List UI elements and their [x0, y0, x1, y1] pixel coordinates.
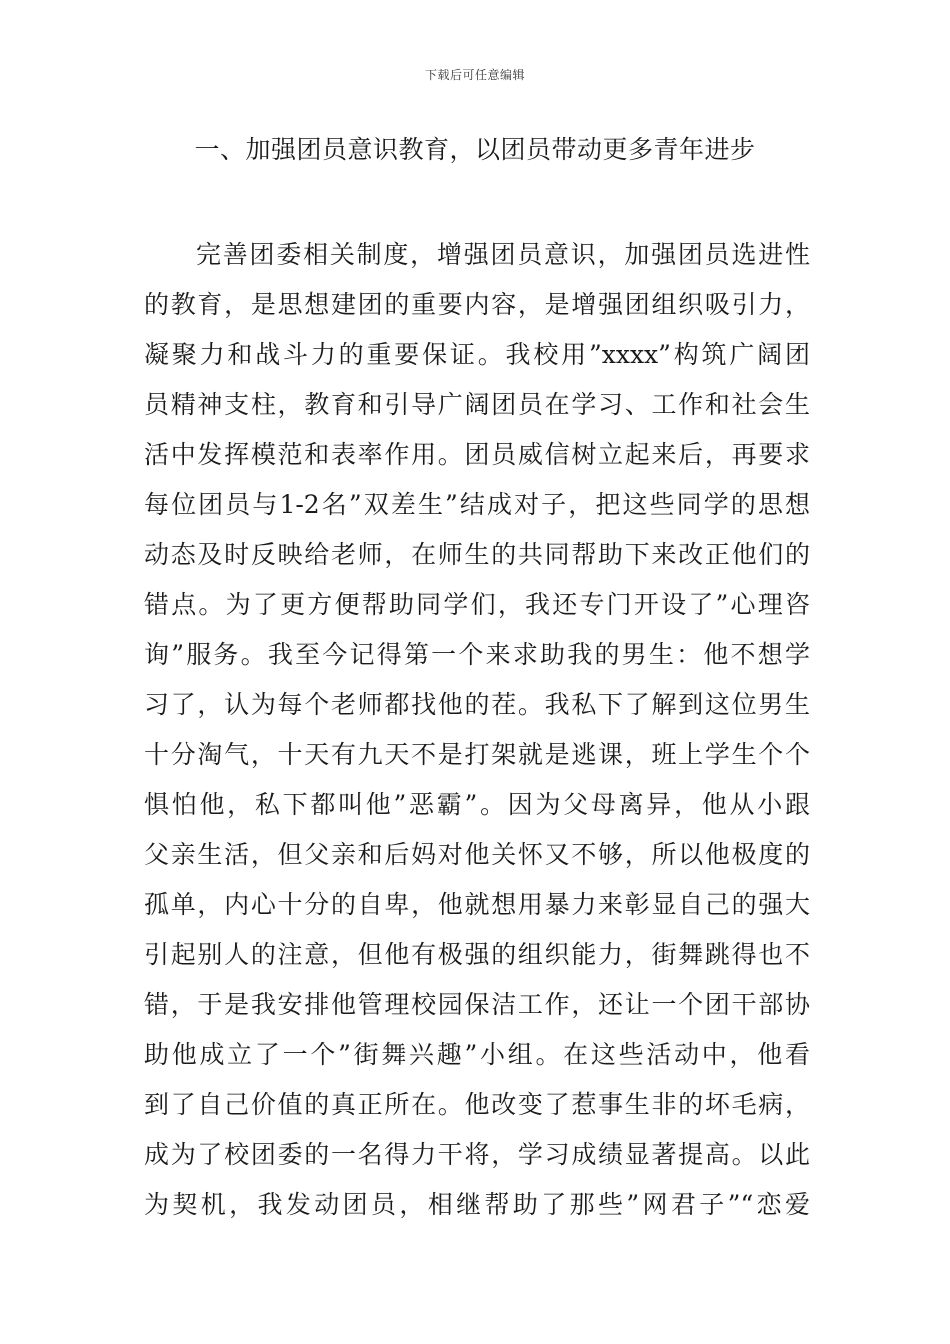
paragraph-line: 员精神支柱，教育和引导广阔团员在学习、工作和社会生: [144, 390, 810, 419]
paragraph-line: 习了，认为每个老师都找他的茬。我私下了解到这位男生: [144, 690, 810, 719]
paragraph-line: 助他成立了一个”街舞兴趣”小组。在这些活动中，他看: [144, 1040, 810, 1069]
paragraph-line: 完善团委相关制度，增强团员意识，加强团员选进性: [196, 240, 810, 269]
paragraph-line: 十分淘气，十天有九天不是打架就是逃课，班上学生个个: [144, 740, 810, 769]
paragraph-line: 的教育，是思想建团的重要内容，是增强团组织吸引力，: [144, 290, 810, 319]
paragraph-line: 惧怕他，私下都叫他”恶霸”。因为父母离异，他从小跟: [144, 790, 810, 819]
paragraph-line: 孤单，内心十分的自卑，他就想用暴力来彰显自己的强大: [144, 890, 810, 919]
paragraph-line: 每位团员与1-2名”双差生”结成对子，把这些同学的思想: [144, 490, 810, 519]
paragraph-line: 凝聚力和战斗力的重要保证。我校用”xxxx”构筑广阔团: [144, 340, 810, 369]
paragraph-line: 为契机，我发动团员，相继帮助了那些”网君子”“恋爱: [144, 1190, 810, 1219]
header-note: 下载后可任意编辑: [424, 68, 525, 82]
body-paragraph: [144, 230, 810, 1230]
section-heading: 一、加强团员意识教育，以团员带动更多青年进步: [194, 135, 756, 164]
paragraph-line: 引起别人的注意，但他有极强的组织能力，街舞跳得也不: [144, 940, 810, 969]
paragraph-line: 错点。为了更方便帮助同学们，我还专门开设了”心理咨: [144, 590, 810, 619]
paragraph-line: 活中发挥模范和表率作用。团员威信树立起来后，再要求: [144, 440, 810, 469]
paragraph-line: 父亲生活，但父亲和后妈对他关怀又不够，所以他极度的: [144, 840, 810, 869]
paragraph-line: 错，于是我安排他管理校园保洁工作，还让一个团干部协: [144, 990, 810, 1019]
paragraph-line: 询”服务。我至今记得第一个来求助我的男生：他不想学: [144, 640, 810, 669]
paragraph-line: 成为了校团委的一名得力干将，学习成绩显著提高。以此: [144, 1140, 810, 1169]
paragraph-line: 动态及时反映给老师，在师生的共同帮助下来改正他们的: [144, 540, 810, 569]
paragraph-line: 到了自己价值的真正所在。他改变了惹事生非的坏毛病，: [144, 1090, 810, 1119]
